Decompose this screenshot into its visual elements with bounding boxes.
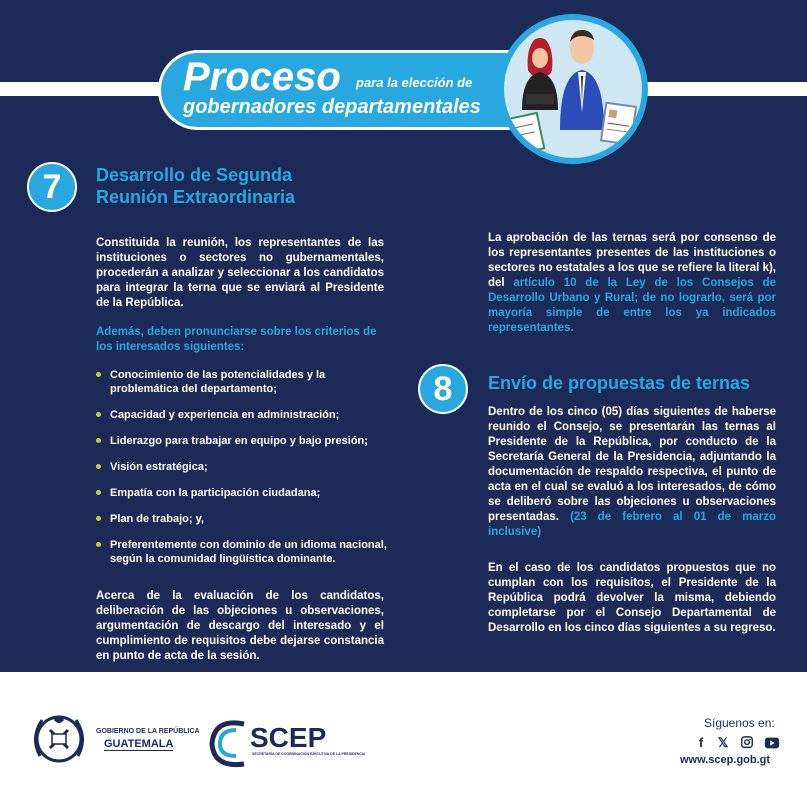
list-item: Liderazgo para trabajar en equipo y bajo presión; xyxy=(96,434,396,448)
bullet-icon xyxy=(96,516,101,521)
list-item: Conocimiento de las potencialidades y la problemática del departamento; xyxy=(96,368,396,396)
scep-name: SCEP xyxy=(250,722,327,753)
bullet-icon xyxy=(96,542,101,547)
bullet-icon xyxy=(96,438,101,443)
section8-dates: (23 de febrero al 01 de marzo inclusive) xyxy=(488,511,776,538)
scep-logo-icon xyxy=(206,716,252,768)
scep-subtitle: SECRETARÍA DE COORDINACIÓN EJECUTIVA DE LA PRESIDENCIA xyxy=(252,752,366,756)
bullet-icon xyxy=(96,412,101,417)
step-number-7: 7 xyxy=(27,162,77,212)
list-item: Capacidad y experiencia en administración; xyxy=(96,408,396,422)
section7-title-line2: Reunión Extraordinaria xyxy=(96,187,296,207)
title-big: Proceso xyxy=(183,55,341,99)
section8-paragraph2: En el caso de los candidatos propuestos que no cumplan con los requisitos, el Presidente de la República podrá devolver la misma, debiendo completarse por el Consejo Departamental de Desarrollo en los cinco días siguientes a su regreso. xyxy=(488,562,776,634)
right-top-paragraph xyxy=(488,231,776,336)
people-icon xyxy=(504,20,642,158)
title-line2: gobernadores departamentales xyxy=(183,96,481,118)
section7-paragraph2: Acerca de la evaluación de los candidatos, deliberación de las objeciones u observaciones, argumentación de descargo del interesado y el cumplimiento de requisitos debe dejarse constancia en punto de acta de la sesión. xyxy=(96,590,384,662)
criteria-list xyxy=(96,368,396,578)
section7-title-line1: Desarrollo de Segunda xyxy=(96,165,293,185)
x-icon[interactable]: 𝕏 xyxy=(717,735,729,750)
list-item: Plan de trabajo; y, xyxy=(96,512,396,526)
title-small: para la elección de xyxy=(356,75,473,90)
section7-paragraph1: Constituida la reunión, los representantes de las instituciones o sectores no gubernamentales, procederán a analizar y seleccionar a los candidatos para integrar la terna que se enviará al Presidente de la República. xyxy=(96,237,384,309)
step-number-8: 8 xyxy=(418,364,468,414)
section8-paragraph1 xyxy=(488,405,776,540)
bullet-icon xyxy=(96,372,101,377)
website-link[interactable]: www.scep.gob.gt xyxy=(680,754,771,766)
gov-line2: GUATEMALA xyxy=(104,738,174,750)
footer xyxy=(0,672,807,805)
list-item: Visión estratégica; xyxy=(96,460,396,474)
criteria-intro: Además, deben pronunciarse sobre los criterios de los interesados siguientes: xyxy=(96,326,377,353)
list-item: Empatía con la participación ciudadana; xyxy=(96,486,396,500)
section8-title: Envío de propuestas de ternas xyxy=(488,373,751,393)
coat-of-arms-icon xyxy=(26,706,92,772)
youtube-icon[interactable] xyxy=(764,736,780,750)
right-top-text: La aprobación de las ternas será por consenso de los representantes presentes de las instituciones o sectores no estatales a los que se refiere la literal k), del xyxy=(488,232,776,289)
gov-line1: GOBIERNO DE LA REPÚBLICA xyxy=(96,728,200,735)
bullet-icon xyxy=(96,490,101,495)
follow-label: Síguenos en: xyxy=(704,716,775,730)
right-top-accent: artículo 10 de la Ley de los Consejos de Desarrollo Urbano y Rural; de no lograrlo, será por mayoría simple de entre los ya indicados representantes. xyxy=(488,277,777,334)
facebook-icon[interactable]: f xyxy=(698,735,704,750)
section7-title xyxy=(96,164,295,208)
bullet-icon xyxy=(96,464,101,469)
list-item: Preferentemente con dominio de un idioma nacional, según la comunidad lingüística dominante. xyxy=(96,538,396,566)
instagram-icon[interactable] xyxy=(739,736,755,750)
section8-paragraph1-text: Dentro de los cinco (05) días siguientes de haberse reunido el Consejo, se presentarán las ternas al Presidente de la República, por conducto de la Secretaría General de la Presidencia, adjuntando la documentación de respaldo respectiva, el punto de acta en el cual se evaluó a los interesados, de cómo se deliberó sobre las objeciones u observaciones presentadas. xyxy=(488,406,776,523)
candidates-illustration xyxy=(498,14,648,164)
